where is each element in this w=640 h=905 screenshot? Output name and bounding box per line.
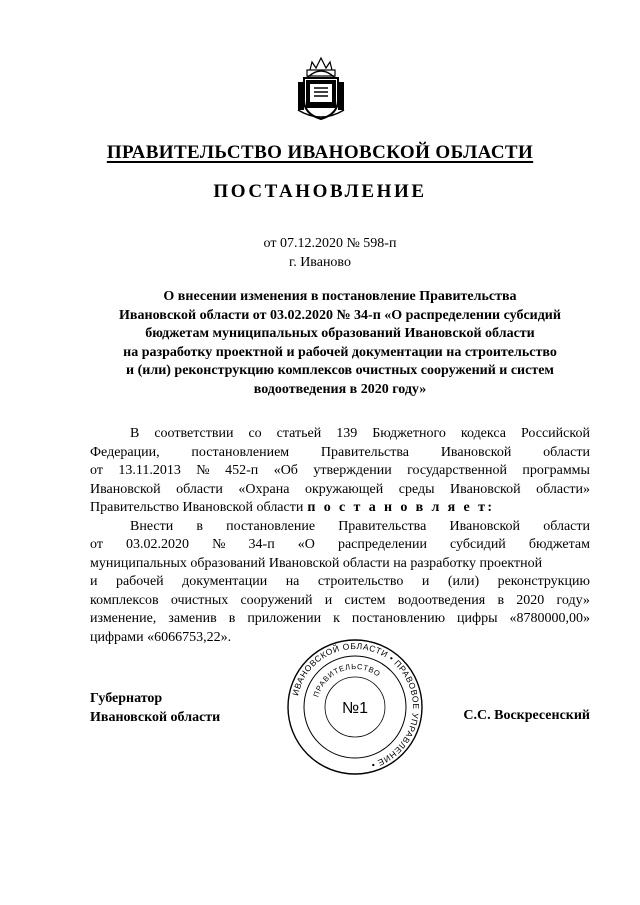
body-word: от bbox=[90, 463, 103, 478]
body-word: приложении bbox=[247, 611, 322, 626]
body-word: и bbox=[324, 592, 333, 608]
body-word: 34-п bbox=[248, 537, 275, 552]
body-line bbox=[90, 444, 590, 463]
body-word: систем bbox=[344, 592, 386, 608]
body-word: Федерации, bbox=[90, 444, 160, 460]
body-word: (или) bbox=[447, 574, 480, 589]
document-date-number: от 07.12.2020 № 598-п bbox=[263, 236, 397, 251]
body-word: Ивановской bbox=[450, 481, 521, 497]
body-word: окружающей bbox=[304, 481, 384, 497]
coat-of-arms-icon bbox=[296, 52, 346, 122]
body-word: В bbox=[130, 426, 140, 441]
signer-position bbox=[90, 689, 220, 727]
body-word: со bbox=[248, 426, 262, 441]
body-text: Правительство Ивановской области bbox=[90, 500, 304, 515]
body-word: в bbox=[497, 592, 505, 608]
body-line bbox=[90, 536, 590, 555]
document-type: ПОСТАНОВЛЕНИЕ bbox=[213, 181, 427, 202]
body-word: Ивановской bbox=[440, 444, 512, 460]
body-word: реконструкцию bbox=[497, 574, 590, 589]
body-word: «Охрана bbox=[238, 481, 290, 497]
body-word: и bbox=[90, 574, 98, 589]
signer-position-line: Ивановской области bbox=[90, 710, 221, 725]
body-word: в bbox=[228, 611, 236, 626]
subject-line: водоотведения в 2020 году» bbox=[253, 381, 427, 397]
subject-line: на разработку проектной и рабочей документации на строительство bbox=[123, 344, 557, 360]
body-word: Ивановской bbox=[90, 481, 161, 497]
body-word: 452-п bbox=[225, 463, 259, 478]
body-word: области bbox=[543, 444, 590, 460]
subject-line: и (или) реконструкцию комплексов очистных сооружений и систем bbox=[126, 363, 554, 378]
body-line bbox=[90, 499, 590, 518]
body-word: постановлению bbox=[351, 611, 446, 626]
body-word: водоотведения bbox=[397, 592, 486, 608]
body-word: 2020 bbox=[516, 592, 545, 608]
body-word: документации bbox=[182, 574, 268, 589]
body-word: № bbox=[212, 537, 226, 552]
document-subject bbox=[80, 288, 600, 399]
body-word: области bbox=[176, 481, 223, 497]
body-word: году» bbox=[556, 592, 590, 608]
body-line bbox=[90, 518, 590, 537]
body-word: от bbox=[90, 537, 103, 552]
document-city: г. Иваново bbox=[289, 255, 351, 270]
body-word: на bbox=[285, 574, 300, 589]
body-word: среды bbox=[398, 481, 435, 497]
body-word: постановление bbox=[226, 518, 316, 534]
body-word: соответствии bbox=[154, 426, 234, 441]
government-name: ПРАВИТЕЛЬСТВО ИВАНОВСКОЙ ОБЛАСТИ bbox=[106, 142, 534, 163]
body-line bbox=[90, 555, 590, 574]
body-word: 03.02.2020 bbox=[126, 537, 190, 552]
body-line bbox=[90, 462, 590, 481]
body-word: постановлением bbox=[191, 444, 290, 460]
body-line bbox=[90, 425, 590, 444]
svg-text:ПРАВИТЕЛЬСТВО: ПРАВИТЕЛЬСТВО bbox=[311, 661, 383, 699]
body-word: комплексов bbox=[90, 592, 159, 608]
body-word: распределении bbox=[337, 537, 427, 552]
decree-word: п о с т а н о в л я е т: bbox=[307, 500, 495, 515]
body-word: заменив bbox=[168, 611, 217, 626]
body-line bbox=[90, 481, 590, 500]
body-word: изменение, bbox=[90, 611, 157, 626]
body-word: бюджетам bbox=[528, 537, 590, 552]
body-word: «Об bbox=[273, 463, 298, 478]
body-line bbox=[90, 610, 590, 629]
body-word: Российской bbox=[520, 426, 590, 441]
body-word: кодекса bbox=[460, 426, 506, 441]
body-word: статьей bbox=[276, 426, 322, 441]
body-word: программы bbox=[522, 463, 590, 478]
body-word: Внести bbox=[130, 518, 174, 534]
body-word: Правительства bbox=[338, 518, 427, 534]
subject-line: бюджетам муниципальных образований Ивановской области bbox=[145, 326, 535, 341]
body-word: к bbox=[333, 611, 340, 626]
body-word: сооружений bbox=[240, 592, 313, 608]
subject-line: Ивановской области от 03.02.2020 № 34-п «О распределении субсидий bbox=[119, 307, 561, 323]
document-body bbox=[90, 425, 590, 647]
body-word: Ивановской bbox=[449, 518, 521, 534]
body-word: очистных bbox=[170, 592, 229, 608]
body-word: субсидий bbox=[450, 537, 506, 552]
signer-name: С.С. Воскресенский bbox=[463, 708, 590, 723]
body-word: утверждении bbox=[313, 463, 392, 478]
body-text: цифрами «6066753,22». bbox=[90, 629, 232, 645]
body-line bbox=[90, 573, 590, 592]
signer-position-line: Губернатор bbox=[90, 691, 163, 706]
body-line bbox=[90, 592, 590, 611]
body-word: рабочей bbox=[115, 574, 164, 589]
body-word: и bbox=[421, 574, 430, 589]
subject-line: О внесении изменения в постановление Правительства bbox=[163, 289, 517, 304]
body-word: в bbox=[196, 518, 203, 534]
stamp-number: №1 bbox=[341, 700, 369, 717]
body-word: цифры bbox=[457, 611, 498, 626]
body-word: строительство bbox=[317, 574, 404, 589]
official-stamp bbox=[285, 637, 425, 777]
body-word: «О bbox=[297, 537, 315, 552]
body-word: № bbox=[196, 463, 210, 478]
body-word: области» bbox=[536, 481, 590, 497]
body-word: «8780000,00» bbox=[509, 611, 590, 626]
body-word: области bbox=[543, 518, 590, 534]
body-word: Правительства bbox=[320, 444, 410, 460]
body-word: государственной bbox=[407, 463, 507, 478]
body-word: Бюджетного bbox=[372, 426, 446, 441]
body-word: 139 bbox=[336, 426, 358, 441]
body-word: 13.11.2013 bbox=[118, 463, 181, 478]
body-text: муниципальных образований Ивановской области на разработку проектной bbox=[90, 555, 543, 571]
svg-text:ИВАНОВСКОЙ ОБЛАСТИ • ПРАВОВОЕ: ИВАНОВСКОЙ ОБЛАСТИ • ПРАВОВОЕ УПРАВЛЕНИЕ • bbox=[290, 640, 422, 771]
